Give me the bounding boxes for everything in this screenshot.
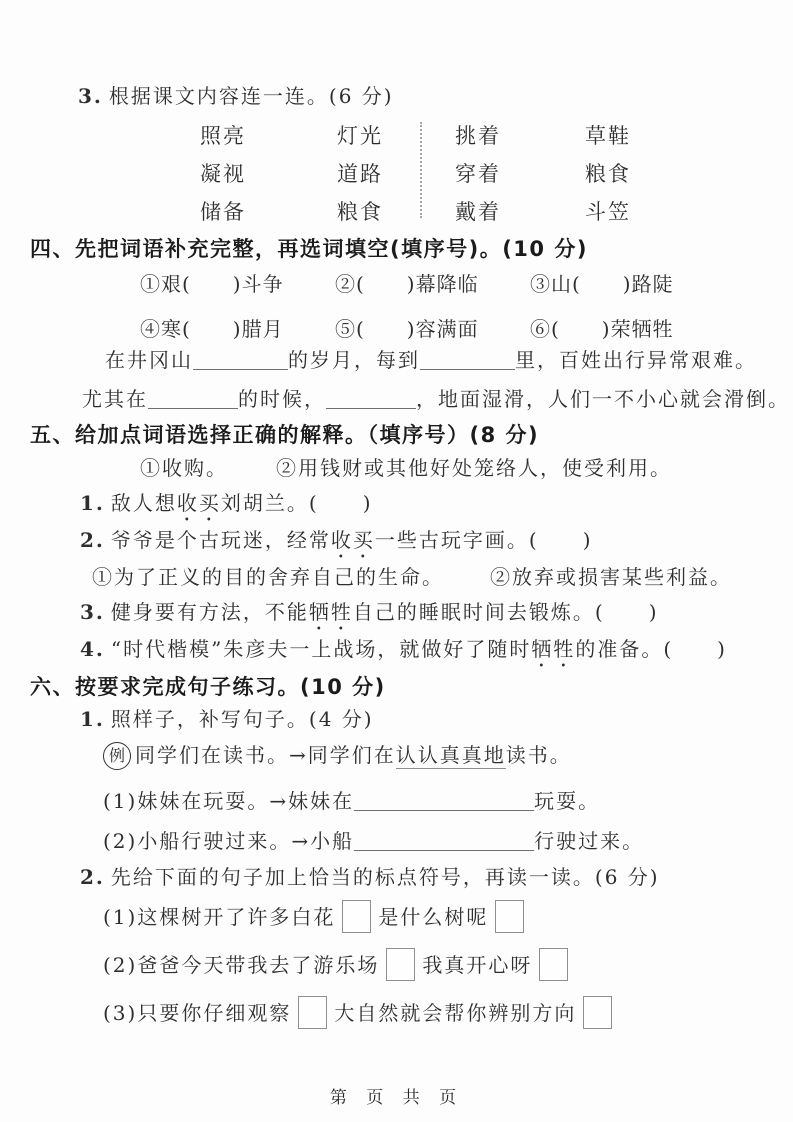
word-completion-item: ①艰( )斗争 — [140, 272, 284, 296]
definition-option: ②用钱财或其他好处笼络人，使受利用。 — [276, 456, 672, 480]
word-completion-item: ④寒( )腊月 — [140, 317, 284, 341]
punctuation-box — [342, 900, 371, 933]
emphasis-word: 牺牲 — [531, 637, 576, 661]
punctuation-box — [539, 948, 568, 981]
blank-underline — [148, 390, 238, 409]
sentence-segment: 的岁月，每到 — [288, 348, 420, 372]
word-completion-item: ③山( )路陡 — [530, 272, 674, 296]
example-sentence — [103, 742, 572, 770]
sentence-segment: 行驶过来。 — [534, 829, 645, 853]
sentence-segment: 的时候， — [238, 387, 326, 411]
question-4-number: 四、 — [30, 237, 75, 261]
sentence-segment: (2)小船行驶过来。→小船 — [103, 829, 355, 853]
sentence-segment: “时代楷模”朱彦夫一上战场，就做好了随时 — [110, 637, 532, 661]
match-cell: 灯光 — [337, 124, 383, 148]
emphasis-word: 收买 — [330, 528, 375, 552]
question-5-number: 五、 — [30, 423, 75, 447]
question-3-title — [78, 83, 394, 109]
question-6-sub-2-title — [80, 864, 660, 890]
item-number: 2. — [80, 865, 105, 889]
sentence-segment: 里，百姓出行异常艰难。 — [515, 348, 757, 372]
sentence-segment: 同学们在读书。→同学们在 — [135, 743, 396, 767]
punctuation-sentence-3 — [103, 996, 619, 1029]
sentence-segment: (1)这棵树开了许多白花 — [103, 905, 336, 929]
question-5-item-3 — [80, 599, 659, 635]
fill-sentence-2 — [82, 386, 790, 412]
question-5-item-1 — [80, 490, 373, 526]
sentence-segment: (2)爸爸今天带我去了游乐场 — [103, 953, 380, 977]
match-cell: 道路 — [337, 162, 383, 186]
sentence-segment: 刘胡兰。( ) — [220, 491, 373, 515]
question-6-text: 按要求完成句子练习。(10 分) — [75, 675, 386, 699]
question-3-number: 3. — [78, 84, 103, 108]
match-cell: 穿着 — [455, 162, 501, 186]
match-cell: 照亮 — [200, 124, 246, 148]
blank-underline — [354, 792, 534, 811]
sentence-segment: (1)妹妹在玩耍。→妹妹在 — [103, 789, 355, 813]
sentence-segment: 一些古玩字画。( ) — [374, 528, 593, 552]
match-cell: 挑着 — [455, 124, 501, 148]
example-badge: 例 — [103, 742, 131, 770]
underlined-word: 认认真真地 — [395, 743, 506, 767]
question-3-text: 根据课文内容连一连。(6 分) — [108, 84, 394, 108]
definition-suboptions — [92, 564, 732, 590]
word-completion-item: ②( )幕降临 — [335, 272, 479, 296]
fill-sentence-1 — [105, 347, 757, 373]
item-number: 2. — [80, 528, 105, 552]
match-cell: 粮食 — [337, 200, 383, 224]
rewrite-sentence-1 — [103, 788, 600, 814]
word-completion-item: ⑤( )容满面 — [335, 317, 479, 341]
question-4-text: 先把词语补充完整，再选词填空(填序号)。(10 分) — [75, 237, 588, 261]
sentence-segment: 在井冈山 — [105, 348, 193, 372]
word-completion-item: ⑥( )荣牺牲 — [530, 317, 674, 341]
question-5-text: 给加点词语选择正确的解释。（填序号）(8 分) — [75, 423, 540, 447]
question-5-header — [30, 419, 539, 449]
sentence-segment: 先给下面的句子加上恰当的标点符号，再读一读。(6 分) — [110, 865, 660, 889]
sentence-segment: 尤其在 — [82, 387, 148, 411]
blank-underline — [420, 351, 515, 370]
match-cell: 斗笠 — [585, 200, 631, 224]
definition-options — [140, 455, 672, 481]
sentence-segment: 读书。 — [505, 743, 572, 767]
question-6-header — [30, 671, 386, 701]
match-table-divider — [420, 122, 422, 218]
question-5-item-4 — [80, 636, 727, 672]
question-5-item-2 — [80, 527, 593, 563]
emphasis-word: 牺牲 — [308, 600, 353, 624]
item-number: 1. — [80, 491, 105, 515]
rewrite-sentence-2 — [103, 828, 644, 854]
sentence-segment: 自己的睡眠时间去锻炼。( ) — [352, 600, 659, 624]
sentence-segment: 的准备。( ) — [575, 637, 727, 661]
punctuation-box — [583, 996, 612, 1029]
match-table — [200, 117, 680, 231]
page-footer: 第 页 共 页 — [329, 1088, 464, 1108]
blank-underline — [326, 390, 416, 409]
sentence-segment: ，地面湿滑，人们一不小心就会滑倒。 — [416, 387, 790, 411]
punctuation-sentence-2 — [103, 948, 575, 981]
item-number: 1. — [80, 707, 105, 731]
question-6-sub-1-title — [80, 706, 374, 732]
match-cell: 粮食 — [585, 162, 631, 186]
question-4-header — [30, 233, 588, 263]
punctuation-box — [298, 996, 327, 1029]
question-6-number: 六、 — [30, 675, 75, 699]
sentence-segment: 爷爷是个古玩迷，经常 — [110, 528, 331, 552]
match-cell: 凝视 — [200, 162, 246, 186]
blank-underline — [354, 832, 534, 851]
match-cell: 戴着 — [455, 200, 501, 224]
sentence-segment: 敌人想 — [110, 491, 177, 515]
match-cell: 储备 — [200, 200, 246, 224]
punctuation-box — [386, 948, 415, 981]
sentence-segment: 玩耍。 — [534, 789, 601, 813]
definition-option: ②放弃或损害某些利益。 — [490, 565, 732, 589]
punctuation-box — [495, 900, 524, 933]
definition-option: ①为了正义的目的舍弃自己的生命。 — [92, 565, 444, 589]
sentence-segment: 照样子，补写句子。(4 分) — [110, 707, 374, 731]
word-completion-grid — [140, 268, 775, 342]
item-number: 3. — [80, 600, 105, 624]
item-number: 4. — [80, 637, 105, 661]
sentence-segment: (3)只要你仔细观察 — [103, 1001, 292, 1025]
blank-underline — [193, 351, 288, 370]
match-cell: 草鞋 — [585, 124, 631, 148]
sentence-segment: 大自然就会帮你辨别方向 — [334, 1001, 577, 1025]
definition-option: ①收购。 — [140, 456, 228, 480]
sentence-segment: 健身要有方法，不能 — [110, 600, 309, 624]
emphasis-word: 收买 — [176, 491, 221, 515]
sentence-segment: 我真开心呀 — [422, 953, 533, 977]
sentence-segment: 是什么树呢 — [378, 905, 489, 929]
punctuation-sentence-1 — [103, 900, 531, 933]
